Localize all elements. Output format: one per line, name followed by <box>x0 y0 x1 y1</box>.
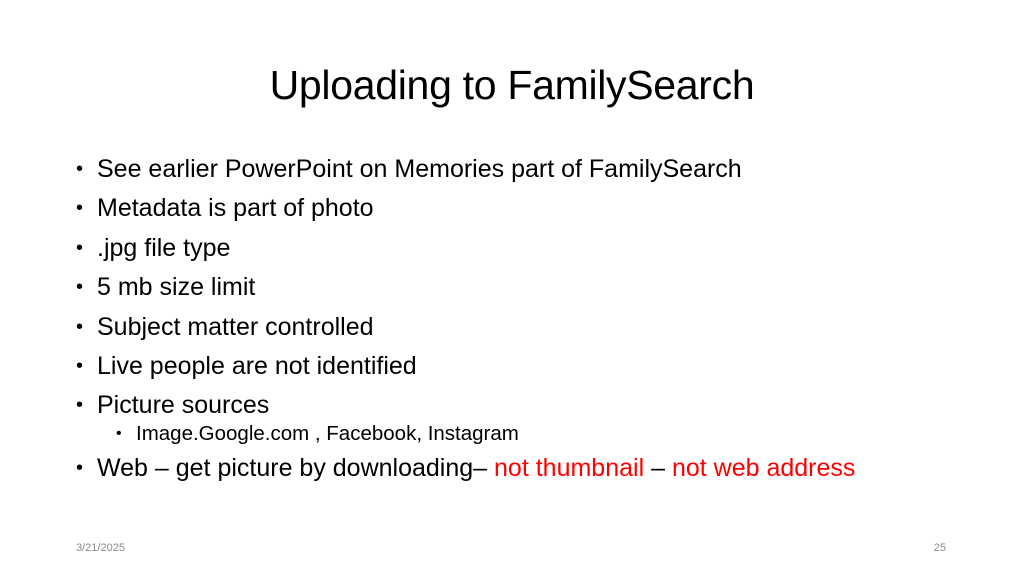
bullet-icon: • <box>76 158 84 180</box>
bullet-item <box>72 189 972 228</box>
bullet-text: Subject matter controlled <box>97 312 374 341</box>
bullet-icon: • <box>76 456 84 479</box>
bullet-item <box>72 268 972 307</box>
sub-bullet-icon: • <box>116 424 122 442</box>
slide-title: Uploading to FamilySearch <box>269 62 755 108</box>
bullet-icon: • <box>76 315 84 338</box>
bullet-item <box>72 308 972 347</box>
sub-bullet-text: Image.Google.com , Facebook, Instagram <box>136 421 519 445</box>
bullet-text: Metadata is part of photo <box>97 194 374 223</box>
page-number: 25 <box>933 542 946 554</box>
footer-date: 3/21/2025 <box>76 542 125 554</box>
bullet-icon: • <box>76 355 84 378</box>
bullet-text: See earlier PowerPoint on Memories part of FamilySearch <box>97 155 742 183</box>
bullet-text: Picture sources <box>97 391 270 420</box>
bullet-text-part: – <box>644 453 672 482</box>
bullet-icon: • <box>76 276 84 299</box>
sub-bullet-item <box>72 421 972 447</box>
bullet-text-part: Web – get picture by downloading– <box>97 453 495 482</box>
bullet-icon: • <box>76 197 84 220</box>
bullet-text: 5 mb size limit <box>97 273 256 302</box>
bullet-item <box>72 229 972 268</box>
bullet-text: .jpg file type <box>97 233 231 262</box>
bullet-text: Live people are not identified <box>97 352 417 381</box>
bullet-item <box>72 150 972 189</box>
bullet-icon: • <box>76 394 84 417</box>
bullet-item-web <box>72 449 972 488</box>
bullet-item <box>72 347 972 386</box>
bullet-icon: • <box>76 236 84 259</box>
bullet-list <box>72 150 972 488</box>
highlight-not-web-address: not web address <box>671 453 856 482</box>
highlight-not-thumbnail: not thumbnail <box>494 453 645 482</box>
